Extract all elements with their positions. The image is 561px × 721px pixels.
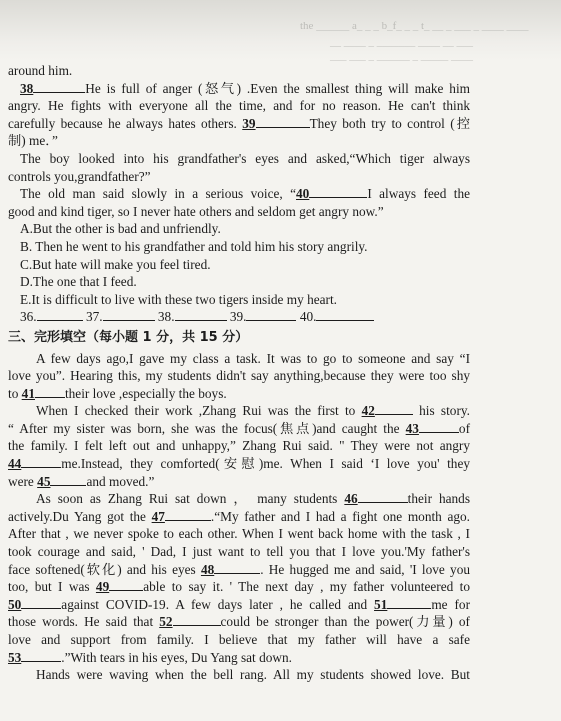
answer-blank[interactable]	[21, 455, 61, 468]
blank-number: 52	[159, 614, 173, 630]
blank-number: 40	[296, 186, 310, 202]
answer-blank[interactable]	[21, 649, 61, 662]
option-b: B. Then he went to his grandfather and told him his story angrily.	[20, 238, 368, 254]
blank-number: 53	[8, 649, 22, 665]
answer-blank[interactable]	[387, 596, 431, 609]
answer-blank[interactable]	[358, 490, 408, 503]
option-c: C.But hate will make you feel tired.	[20, 256, 211, 272]
option-a: A.But the other is bad and unfriendly.	[20, 221, 221, 237]
passage-line: too, but I was 49 able to say it. ' The next day , my father volunteered to	[8, 579, 470, 595]
blank-number: 45	[37, 473, 51, 489]
bleed-through-text: ___ ___ _ ______ _ _____ ____	[330, 50, 473, 62]
answer-blank[interactable]	[175, 308, 227, 321]
blank-number: 39	[242, 115, 256, 131]
passage-line: angry. He fights with everyone all the time, and for no reason. He can't think	[8, 98, 470, 114]
exam-page	[8, 62, 470, 684]
passage-line: good and kind tiger, so I never hate others and seldom get angry now.”	[8, 203, 384, 219]
bleed-through-text: the ______ a_ _ _ b_f_ _ _ t_ __ _ ___ _ ____ ____	[300, 20, 529, 32]
passage-line: As soon as Zhang Rui sat down ， many students 46 their hands	[36, 491, 471, 507]
answer-blank[interactable]	[35, 385, 65, 398]
blank-number: 50	[8, 596, 22, 612]
passage-line: When I checked their work ,Zhang Rui was the first to 42 his story.	[36, 403, 470, 419]
answer-blank[interactable]	[309, 185, 367, 198]
blank-number: 51	[374, 596, 388, 612]
answer-label: 39.	[229, 309, 247, 325]
passage-line: 53 .”With tears in his eyes, Du Yang sat down.	[8, 649, 292, 665]
passage-line: the family. I felt left out and unhappy,” Zhang Rui said. " They were not angry	[8, 438, 470, 454]
passage-line: The old man said slowly in a serious voice, “40 I always feed the	[20, 186, 470, 202]
answer-blank[interactable]	[165, 508, 211, 521]
passage-line: carefully because he always hates others. 39 They both try to control (控	[8, 115, 471, 131]
passage-line: controls you,grandfather?”	[8, 168, 151, 184]
passage-line: around him.	[8, 63, 73, 78]
passage-line: After that , we never spoke to each other. When I went back home with the task , I	[8, 526, 470, 542]
section-title: 三、完形填空（每小题 1 分，共 15 分）	[8, 329, 249, 345]
answer-blank[interactable]	[109, 578, 143, 591]
blank-number: 43	[405, 420, 419, 436]
answer-label: 38.	[157, 309, 175, 325]
answer-blank[interactable]	[173, 613, 221, 626]
answer-blank[interactable]	[21, 596, 61, 609]
option-e: E.It is difficult to live with these two tigers inside my heart.	[20, 291, 337, 307]
answer-label: 40.	[299, 309, 317, 325]
option-d: D.The one that I feed.	[20, 274, 137, 290]
passage-line: love and support from family. I believe that my father will have a safe	[8, 632, 470, 647]
answer-label: 36.	[20, 309, 37, 325]
blank-number: 42	[361, 403, 375, 419]
passage-line: actively.Du Yang got the 47 .“My father and I had a fight one month ago.	[8, 508, 470, 524]
blank-number: 48	[200, 561, 215, 577]
passage-line: “ After my sister was born, she was the focus(焦点)and caught the 43 of	[8, 420, 470, 436]
passage-line: love you”. Hearing this, my students didn't say anything,because they were too shy	[8, 368, 470, 384]
blank-number: 47	[151, 508, 165, 524]
answer-blank[interactable]	[33, 80, 85, 93]
answer-blank[interactable]	[375, 402, 413, 415]
passage-line: 制) me．”	[8, 133, 58, 149]
passage-line: The boy looked into his grandfather's eyes and asked,“Which tiger always	[20, 150, 470, 166]
passage-line: 44 me.Instead, they comforted(安慰)me. When I said ‘I love you' they	[8, 456, 470, 472]
answer-blank[interactable]	[214, 561, 260, 574]
blank-number: 41	[21, 385, 35, 401]
blank-number: 44	[8, 456, 22, 472]
answer-blank[interactable]	[246, 308, 296, 321]
answer-blank[interactable]	[37, 308, 83, 321]
answer-blank[interactable]	[316, 308, 374, 321]
blank-number: 46	[344, 491, 358, 507]
blank-number: 49	[95, 579, 110, 595]
bleed-through-text: __ ____ _ _______ ____ __ ___	[330, 36, 473, 48]
passage-line: were 45 and moved.”	[8, 473, 155, 489]
passage-line: Hands were waving when the bell rang. All my students showed love. But	[36, 667, 470, 683]
blank-number: 38	[20, 80, 34, 96]
passage-line: to 41 their love ,especially the boys.	[8, 385, 227, 401]
answer-row	[8, 308, 470, 326]
answer-blank[interactable]	[50, 473, 86, 486]
passage-line: A few days ago,I gave my class a task. It was to go to someone and say “I	[36, 350, 470, 366]
answer-blank[interactable]	[419, 420, 459, 433]
answer-blank[interactable]	[256, 115, 310, 128]
passage-line: face softened(软化) and his eyes 48 . He hugged me and said, 'I love you	[8, 561, 470, 577]
passage-line: 38 He is full of anger (怒气) .Even the smallest thing will make him	[20, 80, 470, 96]
passage-line: those words. He said that 52 could be stronger than the power(力量) of	[8, 614, 470, 630]
answer-blank[interactable]	[103, 308, 155, 321]
answer-label: 37.	[85, 309, 103, 325]
passage-line: 50 against COVID-19. A few days later , he called and 51 me for	[8, 596, 470, 612]
passage-line: took courage and said, ' Dad, I just want to tell you that I love you.'My father's	[8, 544, 470, 560]
